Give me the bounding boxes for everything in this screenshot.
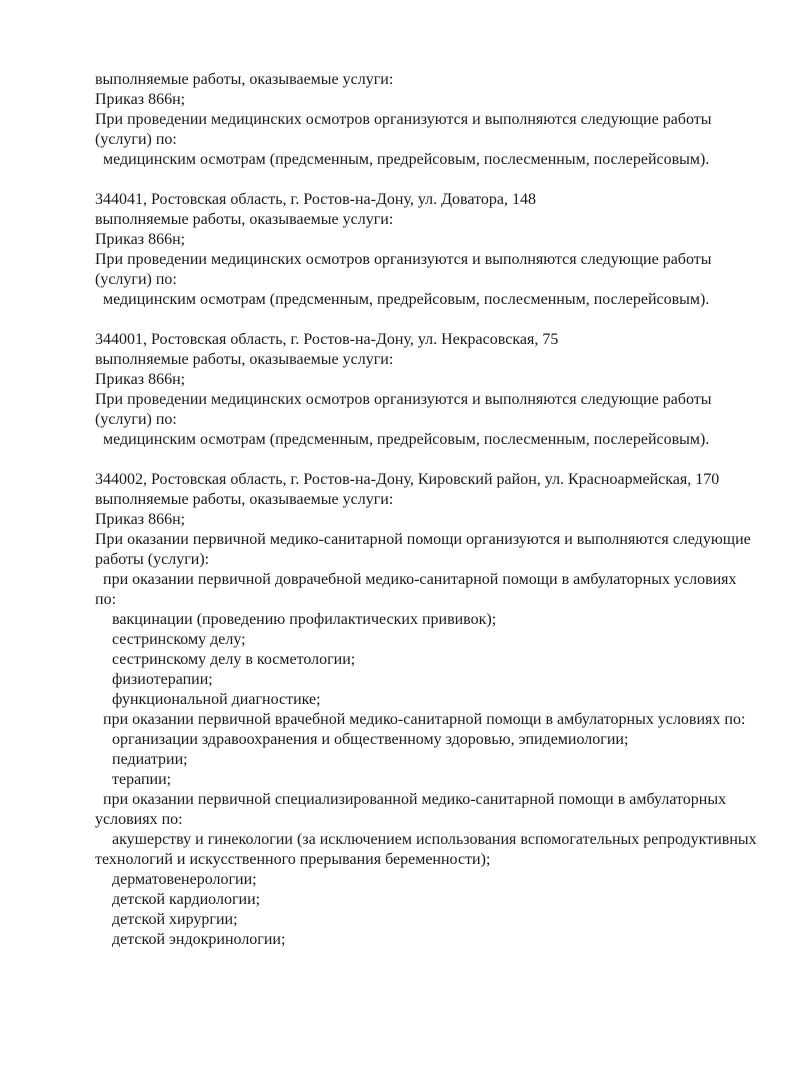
text-line: технологий и искусственного прерывания беременности); [95, 851, 491, 868]
text-line: при оказании первичной доврачебной медико-санитарной помощи в амбулаторных условиях [103, 571, 737, 588]
text-line: при оказании первичной специализированной медико-санитарной помощи в амбулаторных [103, 791, 727, 808]
text-line: терапии; [112, 771, 172, 788]
text-line: детской кардиологии; [112, 891, 261, 908]
text-line: медицинским осмотрам (предсменным, предрейсовым, послесменным, послерейсовым). [103, 291, 710, 308]
text-line: работы (услуги): [95, 551, 210, 568]
text-line: вакцинации (проведению профилактических прививок); [112, 611, 497, 628]
text-line: Приказ 866н; [95, 371, 186, 388]
text-line: При проведении медицинских осмотров организуются и выполняются следующие работы [95, 111, 712, 128]
license-block-krasnoarmeyskaya-170 [95, 470, 795, 950]
text-line: Приказ 866н; [95, 511, 186, 528]
text-line: организации здравоохранения и общественному здоровью, эпидемиологии; [112, 731, 629, 748]
text-line: при оказании первичной врачебной медико-санитарной помощи в амбулаторных условиях по: [103, 711, 746, 728]
text-line: функциональной диагностике; [112, 691, 321, 708]
text-line: выполняемые работы, оказываемые услуги: [95, 491, 394, 508]
text-line: выполняемые работы, оказываемые услуги: [95, 71, 394, 88]
text-line: акушерству и гинекологии (за исключением использования вспомогательных репродуктивных [112, 831, 757, 848]
text-line: При проведении медицинских осмотров организуются и выполняются следующие работы [95, 251, 712, 268]
text-line: условиях по: [95, 811, 183, 828]
text-line: медицинским осмотрам (предсменным, предрейсовым, послесменным, послерейсовым). [103, 431, 710, 448]
text-line: (услуги) по: [95, 131, 177, 148]
text-line: (услуги) по: [95, 271, 177, 288]
text-line: по: [95, 591, 117, 608]
license-services-text [95, 70, 795, 950]
text-line: педиатрии; [112, 751, 188, 768]
text-line: При оказании первичной медико-санитарной помощи организуются и выполняются следующие [95, 531, 751, 548]
license-block-dovatora-148 [95, 190, 795, 310]
license-block-continuation [95, 70, 795, 170]
text-line: Приказ 866н; [95, 231, 186, 248]
text-line: выполняемые работы, оказываемые услуги: [95, 211, 394, 228]
address-line: 344041, Ростовская область, г. Ростов-на-Дону, ул. Доватора, 148 [95, 191, 536, 208]
text-line: выполняемые работы, оказываемые услуги: [95, 351, 394, 368]
text-line: дерматовенерологии; [112, 871, 257, 888]
address-line: 344001, Ростовская область, г. Ростов-на-Дону, ул. Некрасовская, 75 [95, 331, 559, 348]
license-block-nekrasovskaya-75 [95, 330, 795, 450]
text-line: сестринскому делу в косметологии; [112, 651, 356, 668]
text-line: (услуги) по: [95, 411, 177, 428]
text-line: детской хирургии; [112, 911, 238, 928]
text-line: медицинским осмотрам (предсменным, предрейсовым, послесменным, послерейсовым). [103, 151, 710, 168]
text-line: При проведении медицинских осмотров организуются и выполняются следующие работы [95, 391, 712, 408]
address-line: 344002, Ростовская область, г. Ростов-на-Дону, Кировский район, ул. Красноармейская, 170 [95, 471, 720, 488]
text-line: Приказ 866н; [95, 91, 186, 108]
text-line: сестринскому делу; [112, 631, 246, 648]
text-line: детской эндокринологии; [112, 931, 286, 948]
text-line: физиотерапии; [112, 671, 213, 688]
